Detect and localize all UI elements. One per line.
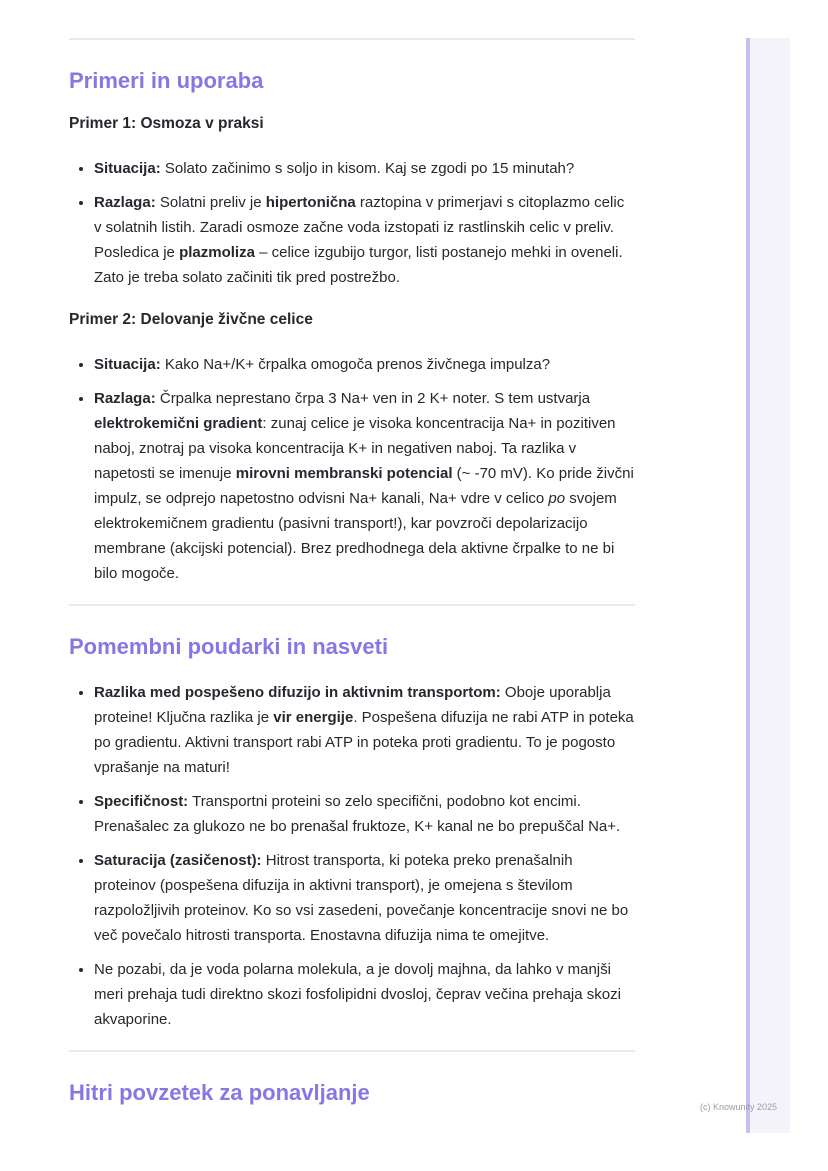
section-title: Hitri povzetek za ponavljanje bbox=[69, 1080, 370, 1105]
bold-text: Saturacija (zasičenost): bbox=[94, 852, 262, 869]
bullet-list bbox=[69, 680, 635, 1032]
text: (~ -70 mV). Ko pride živčni impulz, se odprejo napetostno odvisni Na+ kanali, Na+ vdre v celico bbox=[94, 465, 634, 507]
subheading: Primer 2: Delovanje živčne celice bbox=[69, 311, 313, 328]
bold-text: plazmoliza bbox=[179, 244, 255, 261]
bold-text: Situacija: bbox=[94, 356, 161, 373]
bold-text: Situacija: bbox=[94, 160, 161, 177]
copyright-watermark: (c) Knowunity 2025 bbox=[699, 1102, 777, 1112]
page-edge-strip bbox=[746, 38, 790, 1133]
bullet-list bbox=[69, 156, 635, 290]
section-title: Primeri in uporaba bbox=[69, 68, 264, 93]
bold-text: Razlika med pospešeno difuzijo in aktivnim transportom: bbox=[94, 684, 501, 701]
list-item bbox=[94, 386, 635, 586]
divider bbox=[69, 604, 635, 606]
bold-text: vir energije bbox=[273, 709, 354, 726]
bold-text: Razlaga: bbox=[94, 390, 156, 407]
text: Solatni preliv je bbox=[155, 194, 266, 211]
bold-text: Razlaga: bbox=[94, 194, 156, 211]
section-primeri bbox=[69, 38, 635, 586]
bold-text: hipertonična bbox=[265, 194, 356, 211]
text: raztopina v primerjavi s citoplazmo celic v solatnih listih. Zaradi osmoze začne voda izstopati iz rastlinskih celic v preliv. Posledica je bbox=[94, 194, 625, 261]
text: Ne pozabi, da je voda polarna molekula, a je dovolj majhna, da lahko v manjši meri prehaja tudi direktno skozi fosfolipidni dvosloj, čeprav večina prehaja skozi akvaporine. bbox=[94, 961, 621, 1028]
bold-text: mirovni membranski potencial bbox=[235, 465, 453, 482]
section-povzetek bbox=[69, 1050, 635, 1106]
text: Oboje uporablja proteine! Ključna razlika je bbox=[94, 684, 611, 726]
list-item bbox=[94, 352, 635, 377]
list-item bbox=[94, 957, 635, 1032]
text: Hitrost transporta, ki poteka preko prenašalnih proteinov (pospešena difuzija in aktivni transport), je omejena s številom razpoložljivih proteinov. Ko so vsi zasedeni, povečanje koncentracije snovi ne bo več povečalo hitrosti transporta. Enostavna difuzija nima te omejitve. bbox=[94, 852, 629, 944]
document-body bbox=[69, 0, 635, 1106]
text: – celice izgubijo turgor, listi postanejo mehki in oveneli. Zato je treba solato začiniti tik pred postrežbo. bbox=[94, 244, 623, 286]
text: : zunaj celice je visoka koncentracija Na+ in pozitiven naboj, znotraj pa visoka koncentracija K+ in negativen naboj. Ta razlika v napetosti se imenuje bbox=[94, 415, 616, 482]
text: . Pospešena difuzija ne rabi ATP in poteka po gradientu. Aktivni transport rabi ATP in poteka proti gradientu. To je pogosto vprašanje na maturi! bbox=[94, 709, 634, 776]
list-item bbox=[94, 848, 635, 948]
divider bbox=[69, 1050, 635, 1052]
bold-text: elektrokemični gradient bbox=[94, 415, 263, 432]
divider bbox=[69, 38, 635, 40]
text: Črpalka neprestano črpa 3 Na+ ven in 2 K+ noter. S tem ustvarja bbox=[155, 390, 591, 407]
bold-text: Specifičnost: bbox=[94, 793, 189, 810]
section-title: Pomembni poudarki in nasveti bbox=[69, 634, 389, 659]
list-item bbox=[94, 789, 635, 839]
list-item bbox=[94, 156, 635, 181]
italic-text: po bbox=[548, 490, 566, 507]
list-item bbox=[94, 190, 635, 290]
list-item bbox=[94, 680, 635, 780]
text: Transportni proteini so zelo specifični, podobno kot encimi. Prenašalec za glukozo ne bo prenašal fruktoze, K+ kanal ne bo prepuščal Na+. bbox=[94, 793, 621, 835]
subheading: Primer 1: Osmoza v praksi bbox=[69, 115, 264, 132]
bullet-list bbox=[69, 352, 635, 586]
text: svojem elektrokemičnem gradientu (pasivni transport!), kar povzroči depolarizacijo membrane (akcijski potencial). Brez predhodnega dela aktivne črpalke to ne bi bilo mogoče. bbox=[94, 490, 617, 582]
text: Solato začinimo s soljo in kisom. Kaj se zgodi po 15 minutah? bbox=[160, 160, 575, 177]
section-poudarki bbox=[69, 604, 635, 1032]
text: Kako Na+/K+ črpalka omogoča prenos živčnega impulza? bbox=[160, 356, 551, 373]
